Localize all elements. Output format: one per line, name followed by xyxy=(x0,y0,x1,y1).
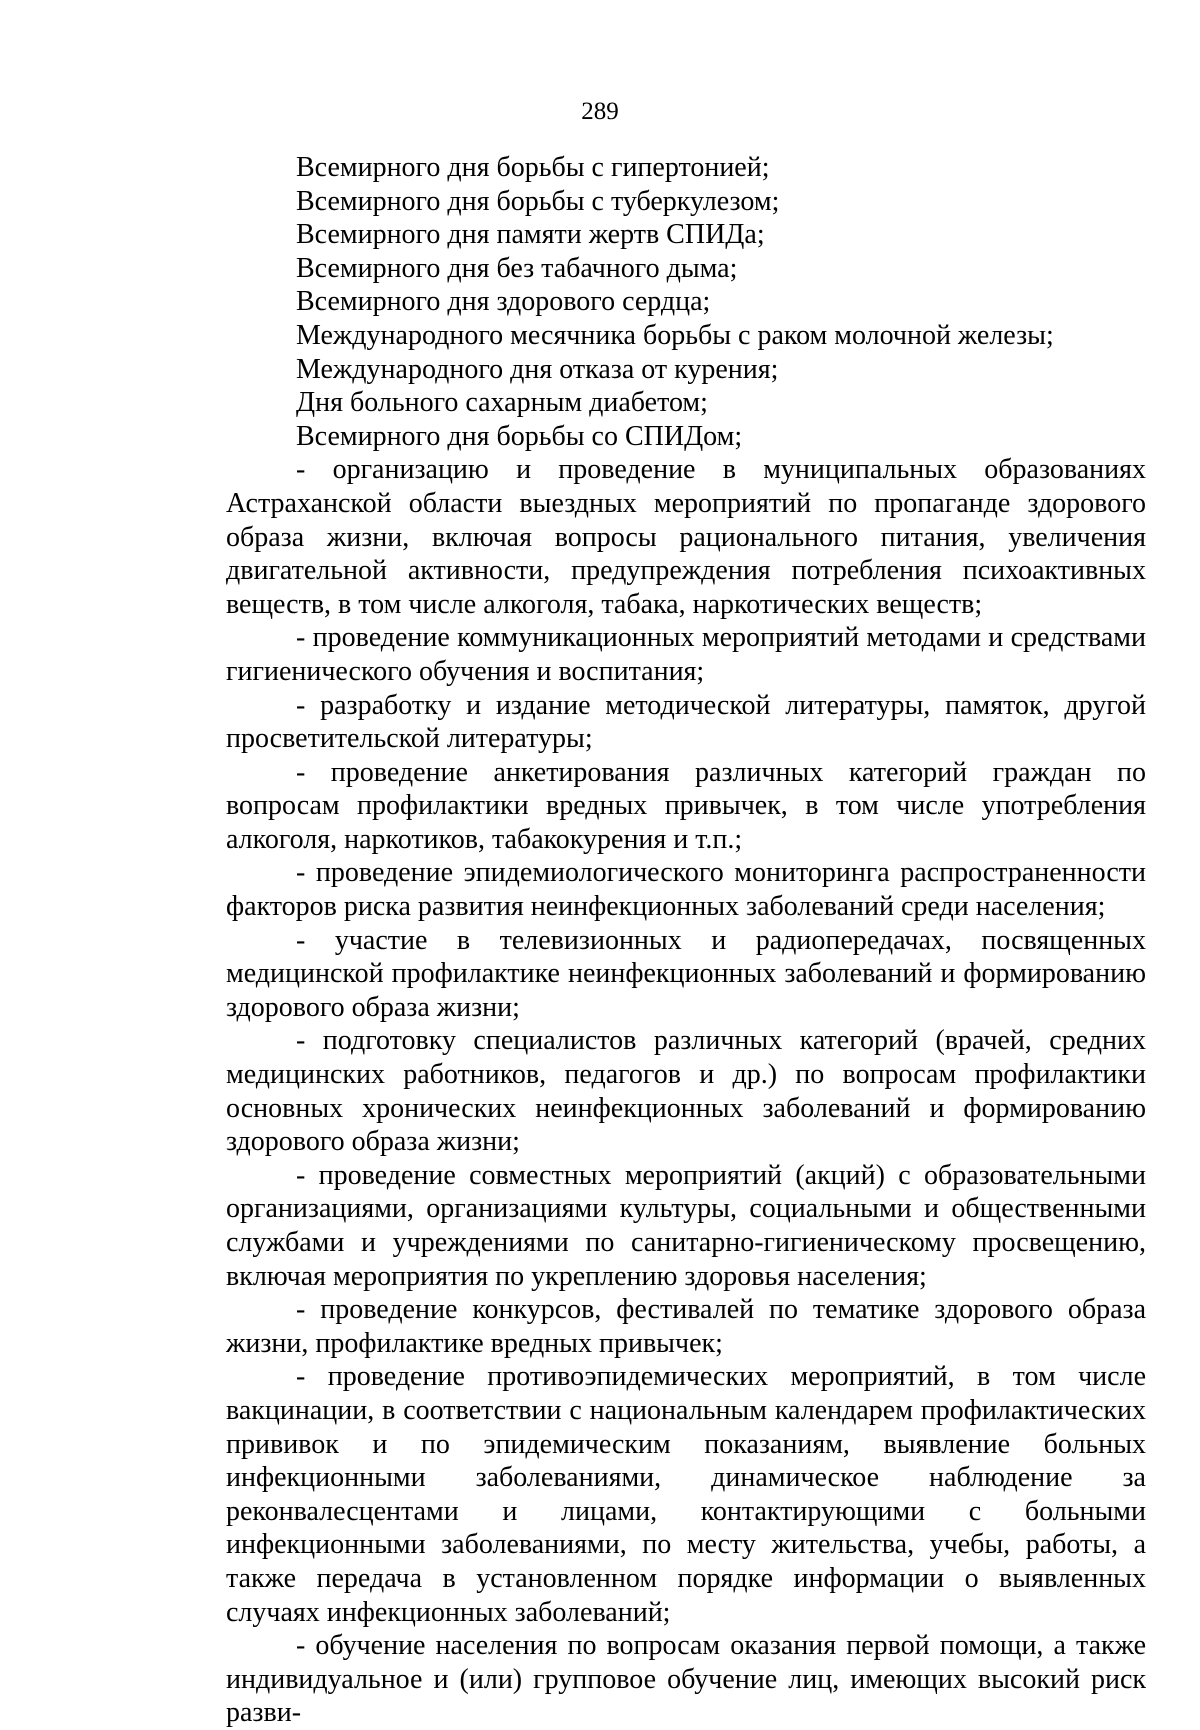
paragraph: - обучение населения по вопросам оказания первой помощи, а также индивидуальное и (или) групповое обучение лиц, имеющих высокий риск разви- xyxy=(226,1630,1146,1729)
paragraph: - проведение совместных мероприятий (акций) с образовательными организациями, организациями культуры, социальными и общественными службами и учреждениями по санитарно-гигиеническому просвещению, включая мероприятия по укреплению здоровья населения; xyxy=(226,1159,1146,1292)
events-list-item: Дня больного сахарным диабетом; xyxy=(296,387,708,419)
events-list-item: Всемирного дня без табачного дыма; xyxy=(296,252,738,284)
page-number: 289 xyxy=(581,98,619,125)
document-body xyxy=(226,151,1146,1730)
events-list-item: Всемирного дня борьбы со СПИДом; xyxy=(296,420,743,452)
paragraph: - организацию и проведение в муниципальных образованиях Астраханской области выездных мероприятий по пропаганде здорового образа жизни, включая вопросы рационального питания, увеличения двигательной активности, предупреждения потребления психоактивных веществ, в том числе алкоголя, табака, наркотических веществ; xyxy=(226,454,1146,620)
paragraph: - участие в телевизионных и радиопередачах, посвященных медицинской профилактике неинфекционных заболеваний и формированию здорового образа жизни; xyxy=(226,924,1146,1023)
paragraph: - подготовку специалистов различных категорий (врачей, средних медицинских работников, педагогов и др.) по вопросам профилактики основных хронических неинфекционных заболеваний и формированию здорового образа жизни; xyxy=(226,1025,1146,1158)
events-list xyxy=(226,151,1146,453)
paragraph: - разработку и издание методической литературы, памяток, другой просветительской литературы; xyxy=(226,689,1146,755)
paragraph: - проведение анкетирования различных категорий граждан по вопросам профилактики вредных привычек, в том числе употребления алкоголя, наркотиков, табакокурения и т.п.; xyxy=(226,756,1146,855)
events-list-item: Всемирного дня борьбы с туберкулезом; xyxy=(296,185,780,217)
events-list-item: Всемирного дня здорового сердца; xyxy=(296,286,711,318)
paragraph: - проведение эпидемиологического мониторинга распространенности факторов риска развития неинфекционных заболеваний среди населения; xyxy=(226,857,1146,923)
events-list-item: Международного месячника борьбы с раком молочной железы; xyxy=(296,319,1054,351)
paragraph: - проведение коммуникационных мероприятий методами и средствами гигиенического обучения и воспитания; xyxy=(226,622,1146,687)
events-list-item: Международного дня отказа от курения; xyxy=(296,353,779,385)
paragraph: - проведение противоэпидемических мероприятий, в том числе вакцинации, в соответствии с национальным календарем профилактических прививок и по эпидемическим показаниям, выявление больных инфекционными заболеваниями, динамическое наблюдение за реконвалесцентами и лицами, контактирующими с больными инфекционными заболеваниями, по месту жительства, учебы, работы, а также передача в установленном порядке информации о выявленных случаях инфекционных заболеваний; xyxy=(226,1361,1146,1628)
events-list-item: Всемирного дня борьбы с гипертонией; xyxy=(296,152,770,183)
events-list-item: Всемирного дня памяти жертв СПИДа; xyxy=(296,219,765,251)
paragraph: - проведение конкурсов, фестивалей по тематике здорового образа жизни, профилактике вредных привычек; xyxy=(226,1294,1146,1359)
